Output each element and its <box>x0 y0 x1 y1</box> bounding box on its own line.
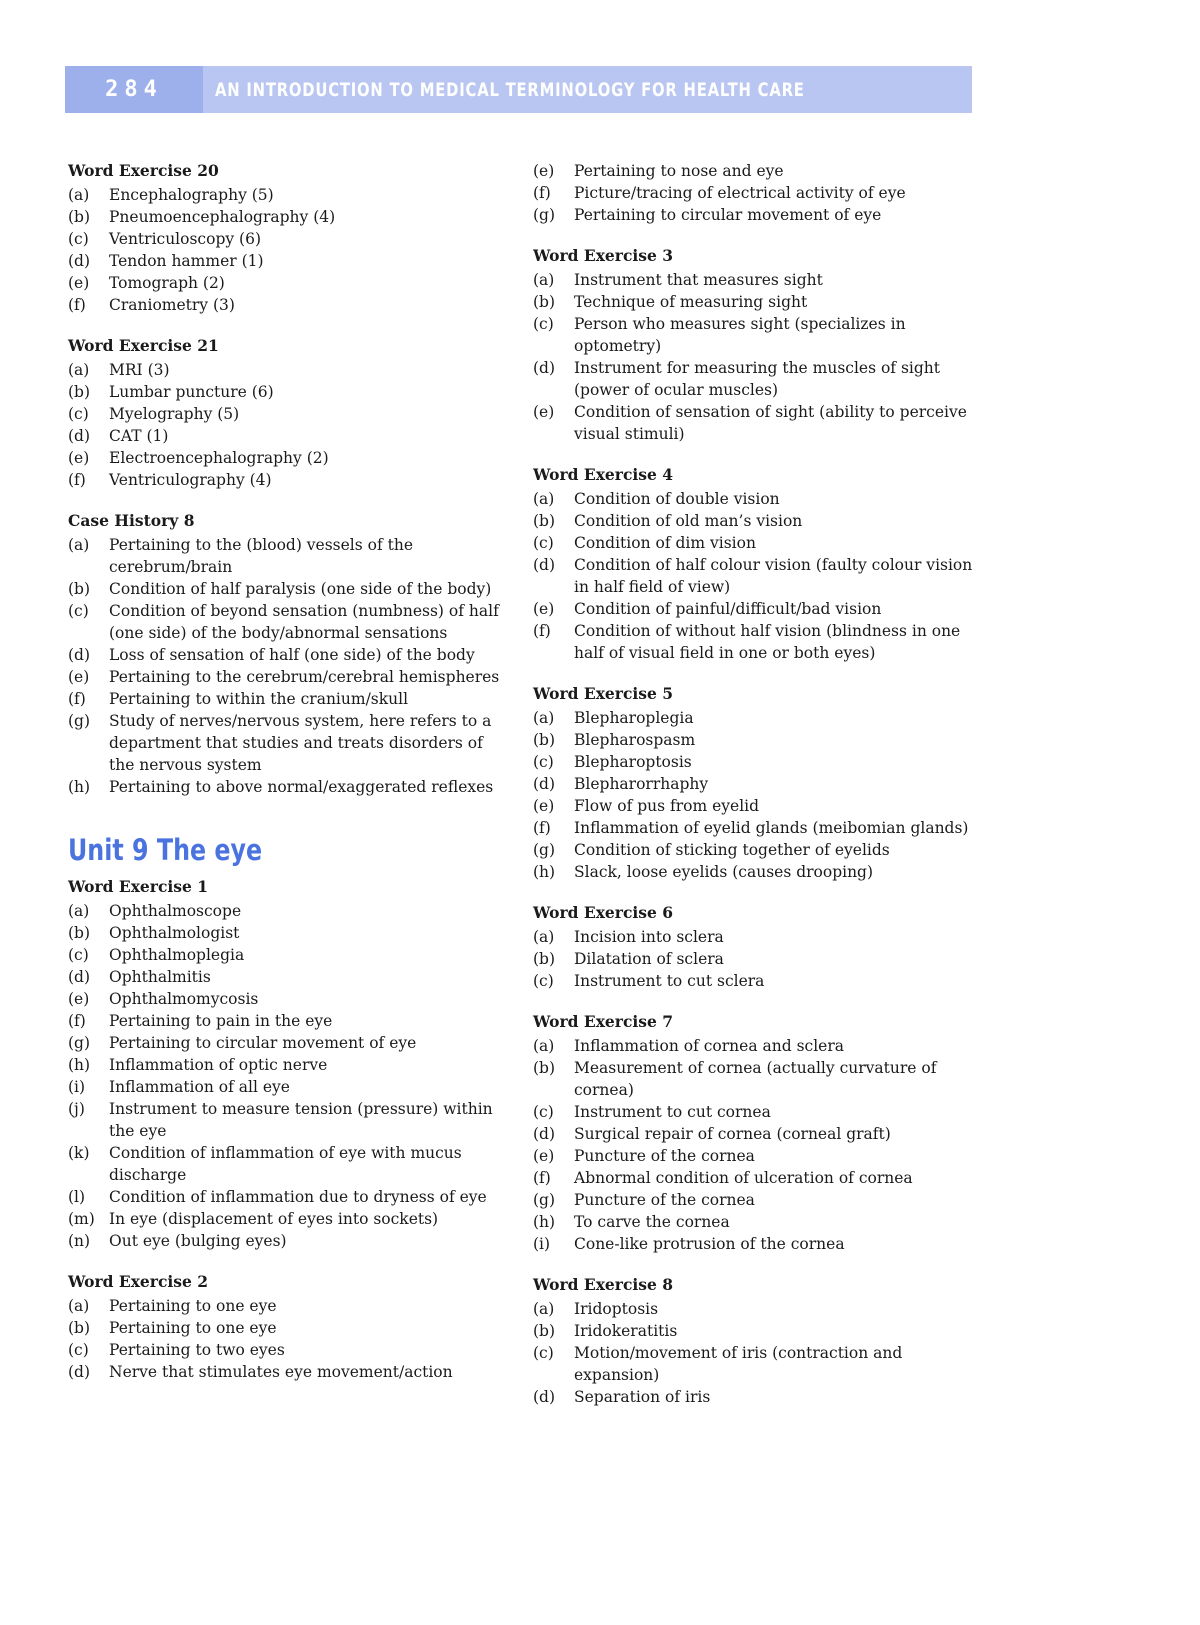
list-item <box>68 1032 508 1054</box>
list-item <box>533 1342 973 1386</box>
item-label: (b) <box>533 950 556 968</box>
list-item <box>68 250 508 272</box>
list-item <box>68 206 508 228</box>
item-label: (e) <box>533 600 555 618</box>
item-label: (b) <box>533 293 556 311</box>
section-title: Word Exercise 3 <box>533 246 674 265</box>
item-text: Condition of sensation of sight (ability to perceive visual stimuli) <box>574 403 967 443</box>
list-item <box>533 1123 973 1145</box>
item-label: (d) <box>533 1125 556 1143</box>
list-item <box>68 294 508 316</box>
item-text: Cone-like protrusion of the cornea <box>574 1235 845 1253</box>
exercise-section <box>533 245 973 445</box>
item-text: Instrument to measure tension (pressure) within the eye <box>109 1100 493 1140</box>
item-text: In eye (displacement of eyes into sockets) <box>109 1210 439 1228</box>
item-text: Iridokeratitis <box>574 1322 678 1340</box>
list-item <box>68 447 508 469</box>
section-title: Word Exercise 7 <box>533 1012 674 1031</box>
item-label: (h) <box>68 778 91 796</box>
item-text: Myelography (5) <box>109 405 240 423</box>
answer-list <box>68 900 508 1252</box>
item-text: Pertaining to one eye <box>109 1319 277 1337</box>
item-text: Flow of pus from eyelid <box>574 797 760 815</box>
list-item <box>533 707 973 729</box>
item-label: (d) <box>68 968 91 986</box>
section-title: Word Exercise 8 <box>533 1275 674 1294</box>
answer-list <box>68 359 508 491</box>
section-title: Word Exercise 1 <box>68 877 209 896</box>
item-label: (a) <box>68 536 90 554</box>
exercise-section <box>68 160 508 316</box>
item-text: Abnormal condition of ulceration of cornea <box>574 1169 913 1187</box>
section-title: Word Exercise 4 <box>533 465 674 484</box>
item-text: Pneumoencephalography (4) <box>109 208 336 226</box>
answer-list <box>533 1298 973 1408</box>
answer-list <box>68 534 508 798</box>
item-label: (b) <box>68 383 91 401</box>
section-title: Word Exercise 6 <box>533 903 674 922</box>
list-item <box>533 488 973 510</box>
item-text: Puncture of the cornea <box>574 1191 755 1209</box>
list-item <box>68 988 508 1010</box>
book-title: AN INTRODUCTION TO MEDICAL TERMINOLOGY FOR HEALTH CARE <box>215 78 805 101</box>
item-label: (d) <box>533 556 556 574</box>
item-text: Tendon hammer (1) <box>109 252 264 270</box>
item-text: Condition of half paralysis (one side of the body) <box>109 580 492 598</box>
list-item <box>533 1320 973 1342</box>
item-label: (b) <box>68 924 91 942</box>
item-label: (k) <box>68 1144 90 1162</box>
list-item <box>533 182 973 204</box>
item-text: Pertaining to pain in the eye <box>109 1012 333 1030</box>
list-item <box>533 291 973 313</box>
answer-list <box>533 269 973 445</box>
list-item <box>68 1361 508 1383</box>
list-item <box>68 403 508 425</box>
item-text: Inflammation of all eye <box>109 1078 290 1096</box>
exercise-section <box>533 464 973 664</box>
list-item <box>68 776 508 798</box>
list-item <box>68 228 508 250</box>
item-label: (e) <box>533 1147 555 1165</box>
item-text: Pertaining to circular movement of eye <box>574 206 882 224</box>
list-item <box>533 204 973 226</box>
item-label: (b) <box>533 1322 556 1340</box>
list-item <box>533 160 973 182</box>
item-label: (e) <box>68 668 90 686</box>
left-column <box>68 160 508 1402</box>
item-text: Inflammation of eyelid glands (meibomian glands) <box>574 819 969 837</box>
item-label: (f) <box>533 819 551 837</box>
list-item <box>533 1145 973 1167</box>
item-label: (a) <box>68 902 90 920</box>
item-text: Motion/movement of iris (contraction and expansion) <box>574 1344 903 1384</box>
item-text: Surgical repair of cornea (corneal graft) <box>574 1125 891 1143</box>
item-label: (c) <box>533 1103 554 1121</box>
item-label: (c) <box>68 405 89 423</box>
item-label: (e) <box>68 990 90 1008</box>
list-item <box>68 381 508 403</box>
answer-list <box>68 1295 508 1383</box>
item-label: (j) <box>68 1100 85 1118</box>
list-item <box>68 534 508 578</box>
item-label: (c) <box>68 602 89 620</box>
exercise-section <box>533 160 973 226</box>
list-item <box>68 600 508 644</box>
list-item <box>68 1208 508 1230</box>
list-item <box>68 1295 508 1317</box>
item-label: (a) <box>533 1037 555 1055</box>
item-label: (d) <box>68 646 91 664</box>
item-text: Picture/tracing of electrical activity of eye <box>574 184 906 202</box>
item-label: (e) <box>68 274 90 292</box>
item-label: (a) <box>533 1300 555 1318</box>
item-text: Electroencephalography (2) <box>109 449 329 467</box>
item-text: Separation of iris <box>574 1388 711 1406</box>
item-text: Condition of old man’s vision <box>574 512 803 530</box>
item-label: (e) <box>533 797 555 815</box>
exercise-section <box>68 876 508 1252</box>
list-item <box>68 1230 508 1252</box>
list-item <box>68 1054 508 1076</box>
list-item <box>68 1317 508 1339</box>
exercise-section <box>533 902 973 992</box>
item-text: Puncture of the cornea <box>574 1147 755 1165</box>
list-item <box>533 1298 973 1320</box>
item-label: (e) <box>533 162 555 180</box>
item-label: (f) <box>533 184 551 202</box>
item-text: Inflammation of optic nerve <box>109 1056 328 1074</box>
item-text: Incision into sclera <box>574 928 724 946</box>
item-label: (c) <box>533 1344 554 1362</box>
exercise-section <box>533 683 973 883</box>
list-item <box>533 620 973 664</box>
list-item <box>533 1057 973 1101</box>
answer-list <box>533 1035 973 1255</box>
list-item <box>533 751 973 773</box>
exercise-section <box>533 1011 973 1255</box>
item-text: To carve the cornea <box>574 1213 730 1231</box>
item-text: Craniometry (3) <box>109 296 235 314</box>
list-item <box>68 1076 508 1098</box>
item-text: Technique of measuring sight <box>574 293 808 311</box>
list-item <box>68 359 508 381</box>
item-text: Instrument to cut sclera <box>574 972 765 990</box>
item-label: (d) <box>533 1388 556 1406</box>
item-label: (a) <box>533 271 555 289</box>
item-text: Pertaining to within the cranium/skull <box>109 690 409 708</box>
item-label: (i) <box>68 1078 86 1096</box>
section-title: Word Exercise 2 <box>68 1272 209 1291</box>
item-label: (b) <box>533 731 556 749</box>
item-text: Ventriculoscopy (6) <box>109 230 262 248</box>
item-label: (b) <box>533 512 556 530</box>
list-item <box>68 1098 508 1142</box>
list-item <box>533 861 973 883</box>
list-item <box>533 926 973 948</box>
item-label: (c) <box>533 972 554 990</box>
item-label: (f) <box>68 1012 86 1030</box>
item-text: Blepharoptosis <box>574 753 692 771</box>
list-item <box>533 839 973 861</box>
list-item <box>533 817 973 839</box>
item-label: (b) <box>533 1059 556 1077</box>
item-text: Ophthalmoplegia <box>109 946 245 964</box>
item-label: (b) <box>68 580 91 598</box>
list-item <box>68 469 508 491</box>
item-text: Slack, loose eyelids (causes drooping) <box>574 863 874 881</box>
list-item <box>533 598 973 620</box>
item-label: (c) <box>68 1341 89 1359</box>
item-text: Condition of double vision <box>574 490 780 508</box>
item-label: (m) <box>68 1210 95 1228</box>
item-label: (h) <box>533 1213 556 1231</box>
list-item <box>533 970 973 992</box>
exercise-section <box>533 1274 973 1408</box>
item-text: Condition of dim vision <box>574 534 756 552</box>
list-item <box>533 357 973 401</box>
item-text: Condition of inflammation of eye with mucus discharge <box>109 1144 462 1184</box>
list-item <box>533 1386 973 1408</box>
item-text: Ophthalmologist <box>109 924 240 942</box>
item-text: Condition of inflammation due to dryness of eye <box>109 1188 487 1206</box>
list-item <box>68 922 508 944</box>
item-text: Ophthalmitis <box>109 968 211 986</box>
item-text: Nerve that stimulates eye movement/action <box>109 1363 453 1381</box>
item-label: (g) <box>533 1191 556 1209</box>
section-title: Word Exercise 20 <box>68 161 219 180</box>
list-item <box>68 425 508 447</box>
item-text: MRI (3) <box>109 361 170 379</box>
list-item <box>533 1211 973 1233</box>
item-label: (c) <box>533 534 554 552</box>
item-text: Instrument to cut cornea <box>574 1103 771 1121</box>
item-text: Inflammation of cornea and sclera <box>574 1037 844 1055</box>
item-text: Encephalography (5) <box>109 186 274 204</box>
list-item <box>533 795 973 817</box>
item-text: Ophthalmoscope <box>109 902 242 920</box>
list-item <box>68 184 508 206</box>
answer-list <box>533 707 973 883</box>
item-text: Pertaining to the (blood) vessels of the cerebrum/brain <box>109 536 414 576</box>
list-item <box>68 644 508 666</box>
item-text: Study of nerves/nervous system, here refers to a department that studies and treats disorders of the nervous system <box>109 712 492 774</box>
item-label: (a) <box>533 928 555 946</box>
item-text: Condition of sticking together of eyelids <box>574 841 890 859</box>
item-text: Blepharorrhaphy <box>574 775 709 793</box>
left-sections <box>68 160 508 798</box>
list-item <box>533 1035 973 1057</box>
item-text: Condition of without half vision (blindness in one half of visual field in one or both eyes) <box>574 622 961 662</box>
exercise-section <box>68 1271 508 1383</box>
item-label: (g) <box>533 841 556 859</box>
list-item <box>533 729 973 751</box>
section-title: Word Exercise 21 <box>68 336 219 355</box>
item-label: (f) <box>68 471 86 489</box>
item-text: Dilatation of sclera <box>574 950 724 968</box>
answer-list <box>533 488 973 664</box>
item-label: (a) <box>533 490 555 508</box>
item-label: (c) <box>68 230 89 248</box>
item-label: (c) <box>533 315 554 333</box>
list-item <box>68 900 508 922</box>
list-item <box>533 401 973 445</box>
item-label: (d) <box>533 359 556 377</box>
item-text: Loss of sensation of half (one side) of the body <box>109 646 475 664</box>
item-text: Ventriculography (4) <box>109 471 272 489</box>
item-label: (g) <box>68 712 91 730</box>
item-text: Instrument for measuring the muscles of sight (power of ocular muscles) <box>574 359 941 399</box>
item-label: (b) <box>68 1319 91 1337</box>
list-item <box>533 532 973 554</box>
item-text: Condition of painful/difficult/bad vision <box>574 600 882 618</box>
item-text: Person who measures sight (specializes in optometry) <box>574 315 906 355</box>
item-label: (d) <box>68 1363 91 1381</box>
item-label: (c) <box>68 946 89 964</box>
item-text: Instrument that measures sight <box>574 271 823 289</box>
item-label: (a) <box>68 186 90 204</box>
item-label: (d) <box>533 775 556 793</box>
list-item <box>533 269 973 291</box>
list-item <box>533 510 973 532</box>
item-label: (f) <box>533 622 551 640</box>
right-column <box>533 160 973 1427</box>
list-item <box>68 1339 508 1361</box>
item-text: Blepharospasm <box>574 731 696 749</box>
page-number: 284 <box>65 66 203 113</box>
item-label: (n) <box>68 1232 91 1250</box>
list-item <box>68 1010 508 1032</box>
list-item <box>533 948 973 970</box>
item-label: (g) <box>68 1034 91 1052</box>
item-label: (l) <box>68 1188 86 1206</box>
page-header <box>65 66 972 113</box>
item-label: (e) <box>533 403 555 421</box>
item-label: (d) <box>68 427 91 445</box>
item-label: (h) <box>68 1056 91 1074</box>
item-label: (f) <box>68 690 86 708</box>
item-text: Tomograph (2) <box>109 274 225 292</box>
item-text: Iridoptosis <box>574 1300 659 1318</box>
item-label: (a) <box>533 709 555 727</box>
item-label: (d) <box>68 252 91 270</box>
list-item <box>533 554 973 598</box>
item-label: (f) <box>68 296 86 314</box>
exercise-section <box>68 510 508 798</box>
section-title: Word Exercise 5 <box>533 684 674 703</box>
section-title: Case History 8 <box>68 511 195 530</box>
item-text: Lumbar puncture (6) <box>109 383 274 401</box>
item-text: Blepharoplegia <box>574 709 694 727</box>
item-text: Measurement of cornea (actually curvature of cornea) <box>574 1059 937 1099</box>
list-item <box>68 578 508 600</box>
item-label: (f) <box>533 1169 551 1187</box>
list-item <box>68 944 508 966</box>
list-item <box>533 1101 973 1123</box>
list-item <box>68 1142 508 1186</box>
list-item <box>533 1233 973 1255</box>
unit-heading: Unit 9 The eye <box>68 833 263 867</box>
item-text: Pertaining to circular movement of eye <box>109 1034 417 1052</box>
list-item <box>68 966 508 988</box>
item-text: Pertaining to two eyes <box>109 1341 285 1359</box>
answer-list <box>533 160 973 226</box>
answer-list <box>68 184 508 316</box>
list-item <box>68 1186 508 1208</box>
item-text: Out eye (bulging eyes) <box>109 1232 287 1250</box>
list-item <box>533 1189 973 1211</box>
item-text: Condition of half colour vision (faulty colour vision in half field of view) <box>574 556 973 596</box>
item-text: Pertaining to the cerebrum/cerebral hemispheres <box>109 668 500 686</box>
item-label: (g) <box>533 206 556 224</box>
list-item <box>68 688 508 710</box>
item-label: (h) <box>533 863 556 881</box>
item-text: Ophthalmomycosis <box>109 990 259 1008</box>
item-label: (a) <box>68 361 90 379</box>
list-item <box>533 773 973 795</box>
list-item <box>68 272 508 294</box>
item-text: Pertaining to nose and eye <box>574 162 784 180</box>
right-sections <box>533 160 973 1408</box>
list-item <box>68 666 508 688</box>
item-label: (b) <box>68 208 91 226</box>
item-text: Condition of beyond sensation (numbness) of half (one side) of the body/abnormal sensations <box>109 602 499 642</box>
item-text: Pertaining to above normal/exaggerated reflexes <box>109 778 494 796</box>
item-label: (c) <box>533 753 554 771</box>
item-label: (e) <box>68 449 90 467</box>
item-label: (a) <box>68 1297 90 1315</box>
list-item <box>533 313 973 357</box>
unit-sections <box>68 876 508 1383</box>
item-text: CAT (1) <box>109 427 169 445</box>
item-text: Pertaining to one eye <box>109 1297 277 1315</box>
item-label: (i) <box>533 1235 551 1253</box>
list-item <box>68 710 508 776</box>
answer-list <box>533 926 973 992</box>
list-item <box>533 1167 973 1189</box>
exercise-section <box>68 335 508 491</box>
